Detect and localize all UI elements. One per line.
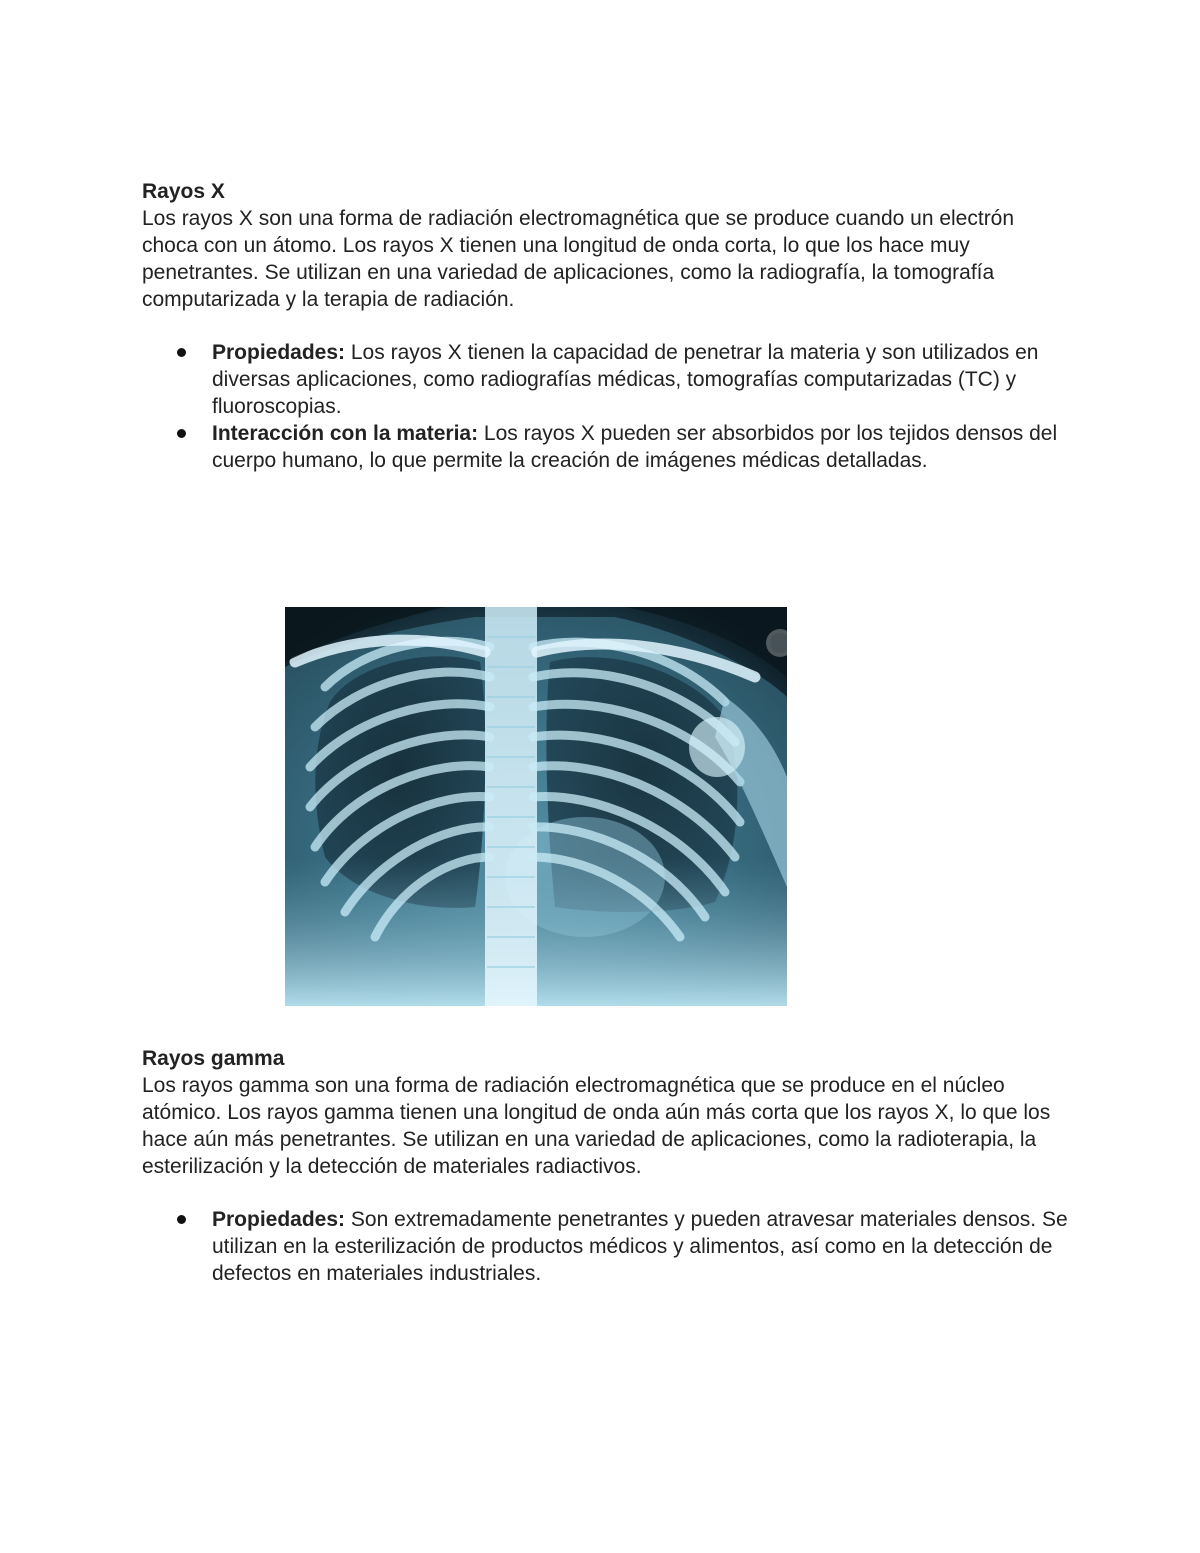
section-paragraph: Los rayos gamma son una forma de radiación electromagnética que se produce en el núcleo atómico. Los rayos gamma tienen una longitud de onda aún más corta que los rayos X, lo que los hace aún más penetrantes. Se utilizan en una variedad de aplicaciones, como la radioterapia, la esterilización y la detección de materiales radiactivos. bbox=[142, 1074, 1051, 1178]
section-paragraph: Los rayos X son una forma de radiación electromagnética que se produce cuando un electrón choca con un átomo. Los rayos X tienen una longitud de onda corta, lo que los hace muy penetrantes. Se utilizan en una variedad de aplicaciones, como la radiografía, la tomografía computarizada y la terapia de radiación. bbox=[142, 207, 1015, 311]
chest-xray-image bbox=[285, 607, 787, 1006]
bullet-list bbox=[142, 1206, 1072, 1287]
bullet-item-propiedades bbox=[142, 1206, 1072, 1287]
bullet-label: Propiedades: bbox=[212, 1208, 346, 1231]
bullet-item-interaccion bbox=[142, 420, 1072, 474]
chest-xray-illustration bbox=[285, 607, 787, 1006]
section-rayos-x bbox=[142, 178, 1072, 474]
section-heading: Rayos X bbox=[142, 180, 225, 203]
section-heading: Rayos gamma bbox=[142, 1047, 285, 1070]
bullet-list bbox=[142, 339, 1072, 474]
bullet-label: Propiedades: bbox=[212, 341, 346, 364]
bullet-icon bbox=[177, 1215, 186, 1224]
bullet-icon bbox=[177, 429, 186, 438]
bullet-label: Interacción con la materia: bbox=[212, 422, 479, 445]
bullet-icon bbox=[177, 348, 186, 357]
bullet-text: Los rayos X pueden ser absorbidos por los tejidos densos del cuerpo humano, lo que permite la creación de imágenes médicas detalladas. bbox=[212, 422, 1058, 472]
bullet-item-propiedades bbox=[142, 339, 1072, 420]
bullet-text: Son extremadamente penetrantes y pueden atravesar materiales densos. Se utilizan en la esterilización de productos médicos y alimentos, así como en la detección de defectos en materiales industriales. bbox=[212, 1208, 1068, 1285]
section-rayos-gamma bbox=[142, 1045, 1072, 1287]
bullet-text: Los rayos X tienen la capacidad de penetrar la materia y son utilizados en diversas aplicaciones, como radiografías médicas, tomografías computarizadas (TC) y fluoroscopias. bbox=[212, 341, 1039, 418]
